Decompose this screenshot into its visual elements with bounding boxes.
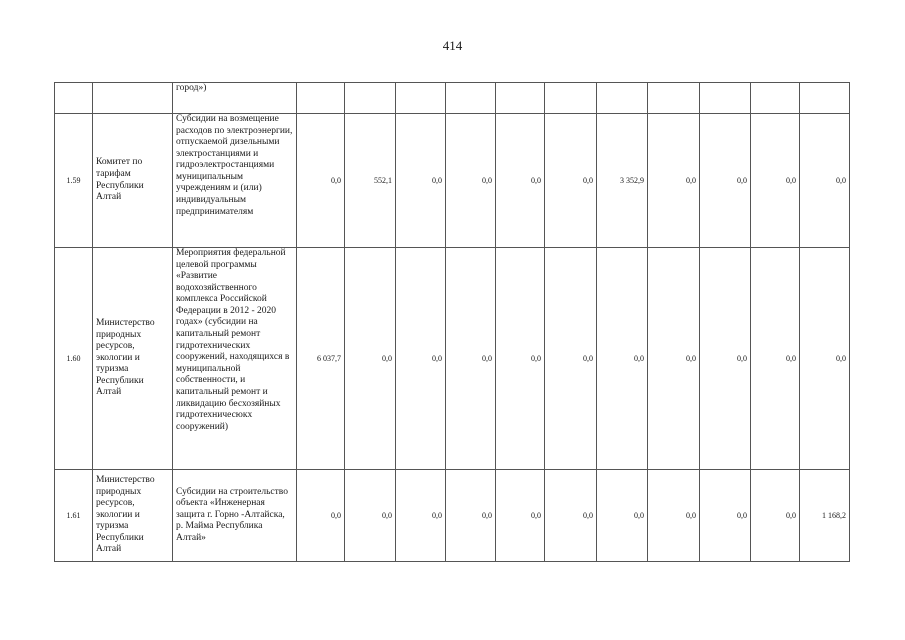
- organization-cell: Комитет по тарифам Республики Алтай: [93, 114, 173, 248]
- description-cell: Мероприятия федеральной целевой программы «Развитие водохозяйственного комплекса Российской Федерации в 2012 - 2020 годах» (субсидии на капитальный ремонт гидротехнических сооружений, находящихся в муниципальной собственности, и капитальный ремонт и ликвидацию бесхозяйных гидротехничесюкх сооружений): [173, 248, 297, 470]
- value-cell: 3 352,9: [597, 114, 648, 248]
- value-cell: [297, 83, 345, 114]
- value-cell: 0,0: [751, 248, 800, 470]
- description-cell: Субсидии на возмещение расходов по электроэнергии, отпускаемой дизельными электростанциями и гидроэлектростанциями муниципальным учреждениям и (или) индивидуальным предпринимателям: [173, 114, 297, 248]
- value-cell: 0,0: [648, 470, 700, 562]
- value-cell: [597, 83, 648, 114]
- value-cell: 0,0: [496, 114, 545, 248]
- value-cell: [396, 83, 446, 114]
- row-number: 1.61: [55, 470, 93, 562]
- value-cell: [751, 83, 800, 114]
- budget-table: [54, 82, 850, 562]
- organization-cell: Министерство природных ресурсов, экологии и туризма Республики Алтай: [93, 248, 173, 470]
- value-cell: 0,0: [545, 248, 597, 470]
- description-cell: Субсидии на строительство объекта «Инженерная защита г. Горно -Алтайска, р. Майма Республика Алтай»: [173, 470, 297, 562]
- value-cell: 0,0: [597, 470, 648, 562]
- org-cell: [93, 83, 173, 114]
- num-cell: [55, 83, 93, 114]
- value-cell: 0,0: [446, 114, 496, 248]
- page-number: 414: [442, 38, 463, 53]
- value-cell: 0,0: [648, 114, 700, 248]
- table-row: [55, 470, 850, 562]
- value-cell: 1 168,2: [800, 470, 850, 562]
- value-cell: 0,0: [396, 114, 446, 248]
- table-row-continuation: [55, 83, 850, 114]
- value-cell: 0,0: [700, 248, 751, 470]
- value-cell: [648, 83, 700, 114]
- value-cell: 0,0: [800, 114, 850, 248]
- value-cell: 0,0: [396, 248, 446, 470]
- value-cell: 0,0: [751, 114, 800, 248]
- value-cell: [446, 83, 496, 114]
- value-cell: [496, 83, 545, 114]
- value-cell: 6 037,7: [297, 248, 345, 470]
- value-cell: 0,0: [597, 248, 648, 470]
- value-cell: 0,0: [545, 470, 597, 562]
- value-cell: 0,0: [700, 114, 751, 248]
- value-cell: 0,0: [345, 248, 396, 470]
- value-cell: [700, 83, 751, 114]
- value-cell: [345, 83, 396, 114]
- value-cell: [800, 83, 850, 114]
- value-cell: 0,0: [446, 248, 496, 470]
- value-cell: 0,0: [751, 470, 800, 562]
- table-row: [55, 248, 850, 470]
- value-cell: 0,0: [297, 114, 345, 248]
- value-cell: 0,0: [345, 470, 396, 562]
- value-cell: 0,0: [496, 470, 545, 562]
- value-cell: 0,0: [297, 470, 345, 562]
- value-cell: 0,0: [800, 248, 850, 470]
- row-number: 1.60: [55, 248, 93, 470]
- value-cell: 552,1: [345, 114, 396, 248]
- value-cell: 0,0: [545, 114, 597, 248]
- table-row: [55, 114, 850, 248]
- organization-cell: Министерство природных ресурсов, экологии и туризма Республики Алтай: [93, 470, 173, 562]
- value-cell: 0,0: [700, 470, 751, 562]
- value-cell: 0,0: [396, 470, 446, 562]
- description-cell: город»): [173, 83, 297, 114]
- value-cell: [545, 83, 597, 114]
- row-number: 1.59: [55, 114, 93, 248]
- value-cell: 0,0: [648, 248, 700, 470]
- value-cell: 0,0: [446, 470, 496, 562]
- value-cell: 0,0: [496, 248, 545, 470]
